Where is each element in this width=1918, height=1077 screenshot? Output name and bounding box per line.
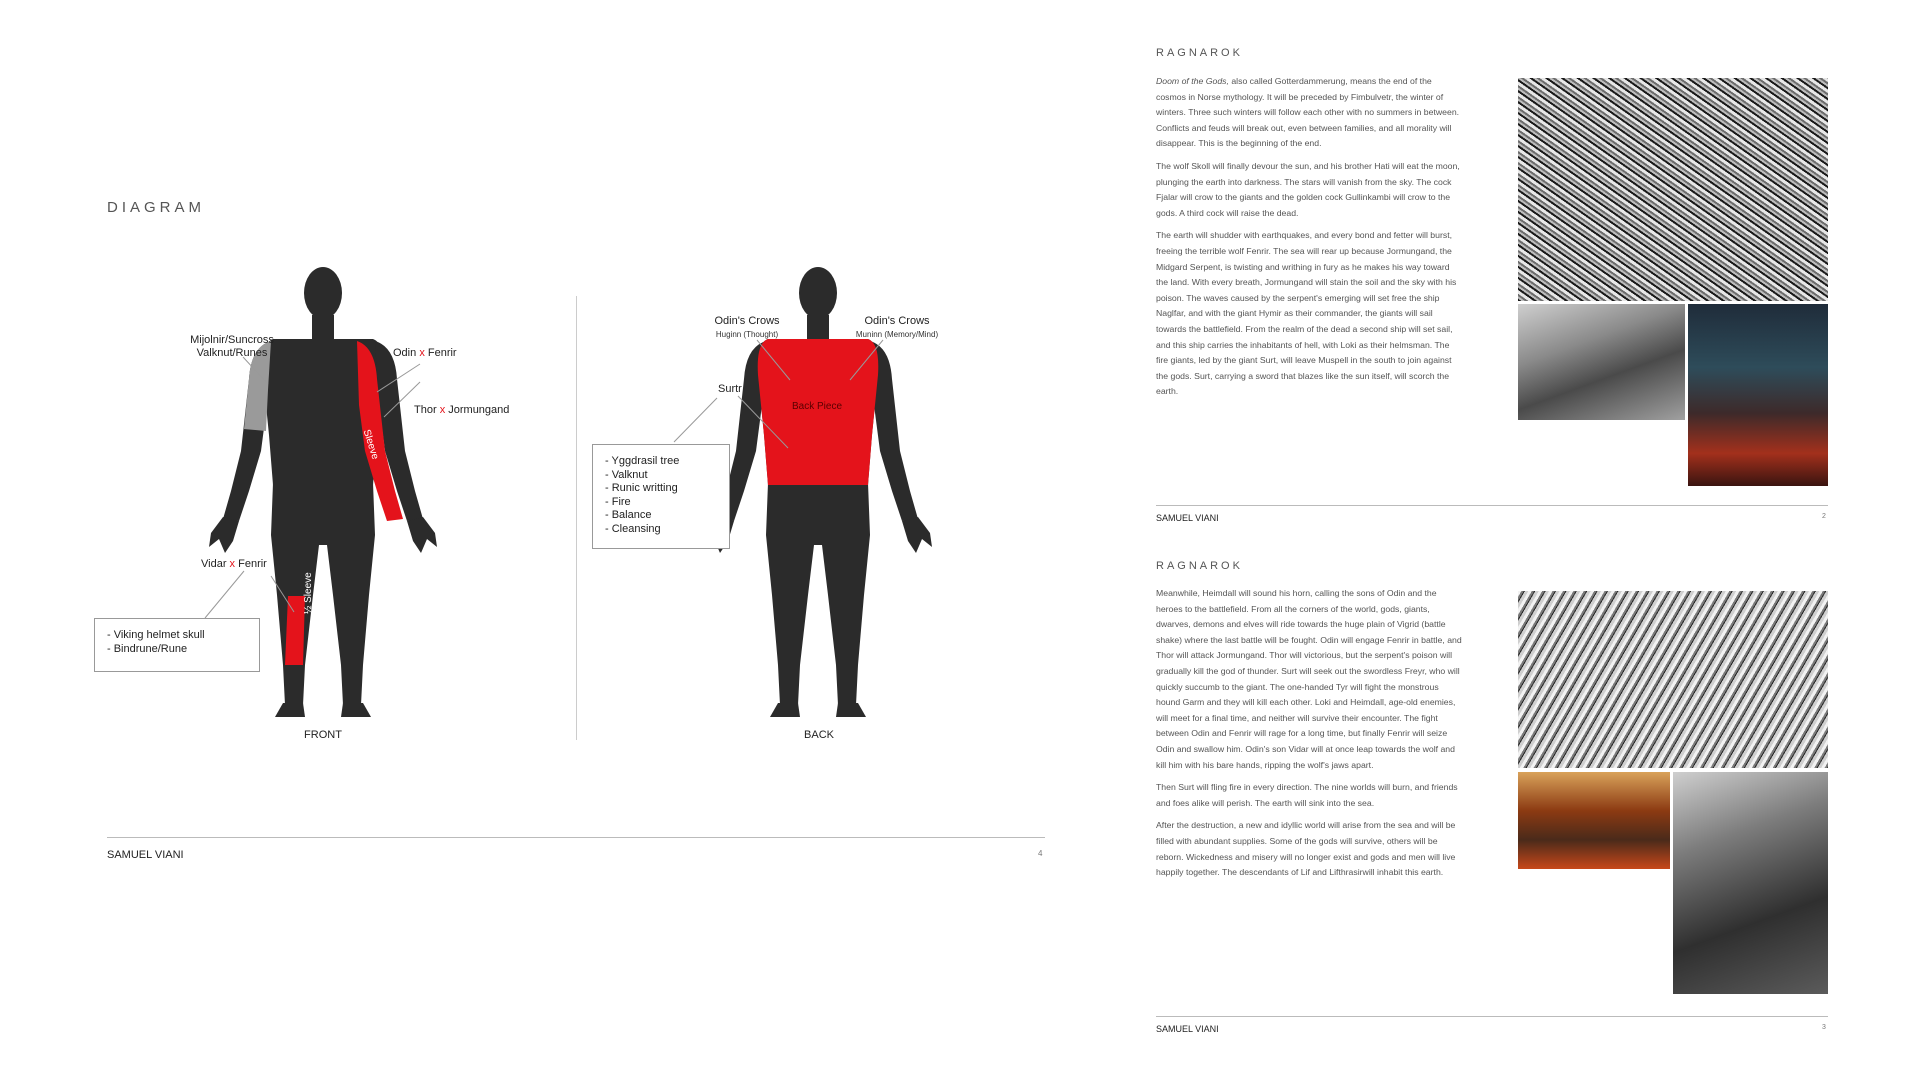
back-note-item: - Valknut <box>605 468 648 481</box>
back-notes-box <box>592 444 730 549</box>
label-vidar-fenrir <box>201 558 267 571</box>
bottom-article <box>1156 586 1462 888</box>
label-odin: Odin <box>393 347 417 359</box>
back-note-item: - Yggdrasil tree <box>605 455 680 467</box>
top-footer-page: 2 <box>1822 513 1826 520</box>
bottom-footer-rule <box>1156 1016 1828 1017</box>
serpent-sea-image <box>1688 304 1828 486</box>
left-footer-rule <box>107 837 1045 838</box>
top-heading: RAGNAROK <box>1156 47 1243 59</box>
front-note-item: - Viking helmet skull <box>107 629 205 641</box>
label-x-thor: x <box>439 404 446 416</box>
bottom-para-1: Meanwhile, Heimdall will sound his horn, calling the sons of Odin and the heroes to the battlefield. From all the corners of the world, gods, giants, dwarves, demons and elves will ride towards the huge plain of Vigrid (battle shake) where the last battle will be fought. Odin will engage Fenrir in battle, and Thor will attack Jormungand. Thor will victorious, but the serpent's poison will gradually kill the god of thunder. Surt will seek out the swordless Freyr, who will quickly succumb to the giant. The one-handed Tyr will fight the monstrous hound Garm and they will kill each other. Loki and Heimdall, age-old enemies, will meet for a final time, and neither will survive their encounter. The fight between Odin and Fenrir will rage for a long time, but finally Fenrir will seize Odin and swallow him. Odin's son Vidar will at once leap towards the wolf and kill him with his bare hands, ripping the wolf's jaws apart. <box>1156 588 1462 770</box>
label-jormungand: Jormungand <box>448 404 510 416</box>
top-para-2: The wolf Skoll will finally devour the sun, and his brother Hati will eat the moon, plunging the earth into darkness. The stars will vanish from the sky. The cock Fjalar will crow to the giants and the golden cock Gullinkambi will crow to the gods. A third cock will raise the dead. <box>1156 160 1460 218</box>
back-note-item: - Cleansing <box>605 522 661 535</box>
grey-battle-image <box>1518 304 1685 420</box>
page-title: DIAGRAM <box>107 199 206 216</box>
bottom-heading: RAGNAROK <box>1156 560 1243 572</box>
battle-engraving-image <box>1518 78 1828 301</box>
label-mijolnir <box>172 334 292 360</box>
top-para-1-em: Doom of the Gods, <box>1156 76 1229 86</box>
label-fenrir: Fenrir <box>427 347 457 359</box>
label-crows-left <box>702 315 792 341</box>
back-caption: BACK <box>804 729 834 741</box>
label-half-sleeve-leg: ½ Sleeve <box>303 572 314 614</box>
top-footer-rule <box>1156 505 1828 506</box>
front-caption: FRONT <box>304 729 342 741</box>
label-vidar: Vidar <box>201 558 227 570</box>
label-crows-left-sub: Huginn (Thought) <box>715 330 779 339</box>
label-crows-right <box>842 315 952 341</box>
label-crows-left-title: Odin's Crows <box>714 315 780 327</box>
left-footer-name: SAMUEL VIANI <box>107 849 184 861</box>
label-x-vidar: x <box>229 558 236 570</box>
label-mijolnir-line1: Mijolnir/Suncross <box>190 334 274 346</box>
front-notes-box <box>94 618 260 672</box>
label-crows-right-sub: Muninn (Memory/Mind) <box>855 330 939 339</box>
bottom-footer-page: 3 <box>1822 1024 1826 1031</box>
front-note-item: - Bindrune/Rune <box>107 642 188 655</box>
label-crows-right-title: Odin's Crows <box>864 315 930 327</box>
odin-wolf-image <box>1673 772 1828 994</box>
label-thor: Thor <box>414 404 437 416</box>
bottom-para-2: Then Surt will fling fire in every direction. The nine worlds will burn, and friends and foes alike will perish. The earth will sink into the sea. <box>1156 782 1458 808</box>
back-note-item: - Balance <box>605 509 652 521</box>
bottom-footer-name: SAMUEL VIANI <box>1156 1024 1219 1034</box>
label-vidar-fenrir-name: Fenrir <box>238 558 267 570</box>
top-footer-name: SAMUEL VIANI <box>1156 513 1219 523</box>
label-x-odin: x <box>419 347 425 359</box>
label-sleeve-arm: Sleeve <box>360 428 381 461</box>
label-back-piece: Back Piece <box>792 401 843 412</box>
label-mijolnir-line2: Valknut/Runes <box>196 347 268 359</box>
left-footer-page: 4 <box>1038 849 1043 858</box>
back-note-item: - Runic writting <box>605 482 678 494</box>
rainbow-battle-image <box>1518 591 1828 768</box>
top-article <box>1156 74 1462 407</box>
top-para-1 <box>1156 74 1462 152</box>
top-para-1-rest: also called Gotterdammerung, means the end of the cosmos in Norse mythology. It will be preceded by Fimbulvetr, the winter of winters. Three such winters will follow each other with no summers in between. Conflicts and feuds will break out, even between families, and all morality will disappear. This is the beginning of the end. <box>1156 76 1460 149</box>
label-thor-jormungand <box>414 404 509 417</box>
volcano-fire-image <box>1518 772 1670 869</box>
top-para-3: The earth will shudder with earthquakes, and every bond and fetter will burst, freeing the terrible wolf Fenrir. The sea will rear up because Jormungand, the Midgard Serpent, is twisting and writhing in fury as he makes his way toward the land. With every breath, Jormungand will stain the soil and the sky with his poison. The waves caused by the serpent's emerging will set free the ship Naglfar, and with the giant Hymir as their commander, the giants will sail towards the battlefield. From the realm of the dead a second ship will set sail, and this ship carries the inhabitants of hell, with Loki as their helmsman. The fire giants, led by the giant Surt, will leave Muspell in the south to join against the gods. Surt, carrying a sword that blazes like the sun itself, will scorch the earth. <box>1156 230 1457 397</box>
back-note-item: - Fire <box>605 495 631 508</box>
label-odin-fenrir <box>393 347 457 360</box>
label-surtr: Surtr <box>718 383 742 395</box>
bottom-para-3: After the destruction, a new and idyllic world will arise from the sea and will be filled with abundant supplies. Some of the gods will survive, others will be reborn. Wickedness and misery will no longer exist and gods and men will live happily together. The descendants of Lif and Lifthrasirwill inhabit this earth. <box>1156 820 1456 878</box>
